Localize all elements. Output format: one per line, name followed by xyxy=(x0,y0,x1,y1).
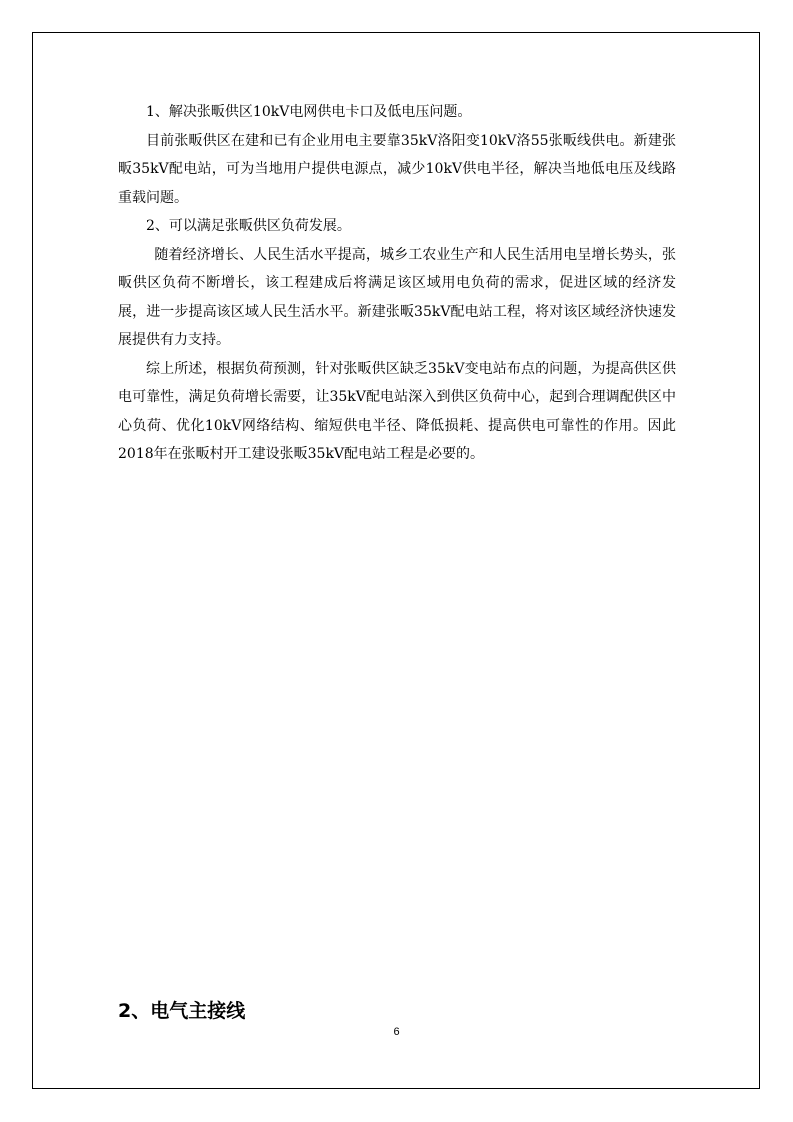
paragraph-item-2-heading: 2、可以满足张畈供区负荷发展。 xyxy=(146,218,351,234)
page-number: 6 xyxy=(393,1026,400,1038)
paragraph-load-growth: 随着经济增长、人民生活水平提高，城乡工农业生产和人民生活用电呈增长势头，张畈供区负荷不断增长，该工程建成后将满足该区域用电负荷的需求，促进区域的经济发展，进一步提高该区域人民生活水平。新建张畈35kV配电站工程，将对该区域经济快速发展提供有力支持。 xyxy=(118,246,676,348)
paragraph-conclusion: 综上所述，根据负荷预测，针对张畈供区缺乏35kV变电站布点的问题，为提高供区供电可靠性，满足负荷增长需要，让35kV配电站深入到供区负荷中心，起到合理调配供区中心负荷、优化10kV网络结构、缩短供电半径、降低损耗、提高供电可靠性的作用。因此2018年在张畈村开工建设张畈35kV配电站工程是必要的。 xyxy=(118,360,676,462)
paragraph-power-supply-current: 目前张畈供区在建和已有企业用电主要靠35kV洛阳变10kV洛55张畈线供电。新建张畈35kV配电站，可为当地用户提供电源点，减少10kV供电半径，解决当地低电压及线路重载问题。 xyxy=(118,132,676,206)
paragraph-item-1-heading: 1、解决张畈供区10kV电网供电卡口及低电压问题。 xyxy=(146,104,472,120)
document-body xyxy=(118,98,676,469)
section-heading: 2、电气主接线 xyxy=(118,1000,246,1022)
